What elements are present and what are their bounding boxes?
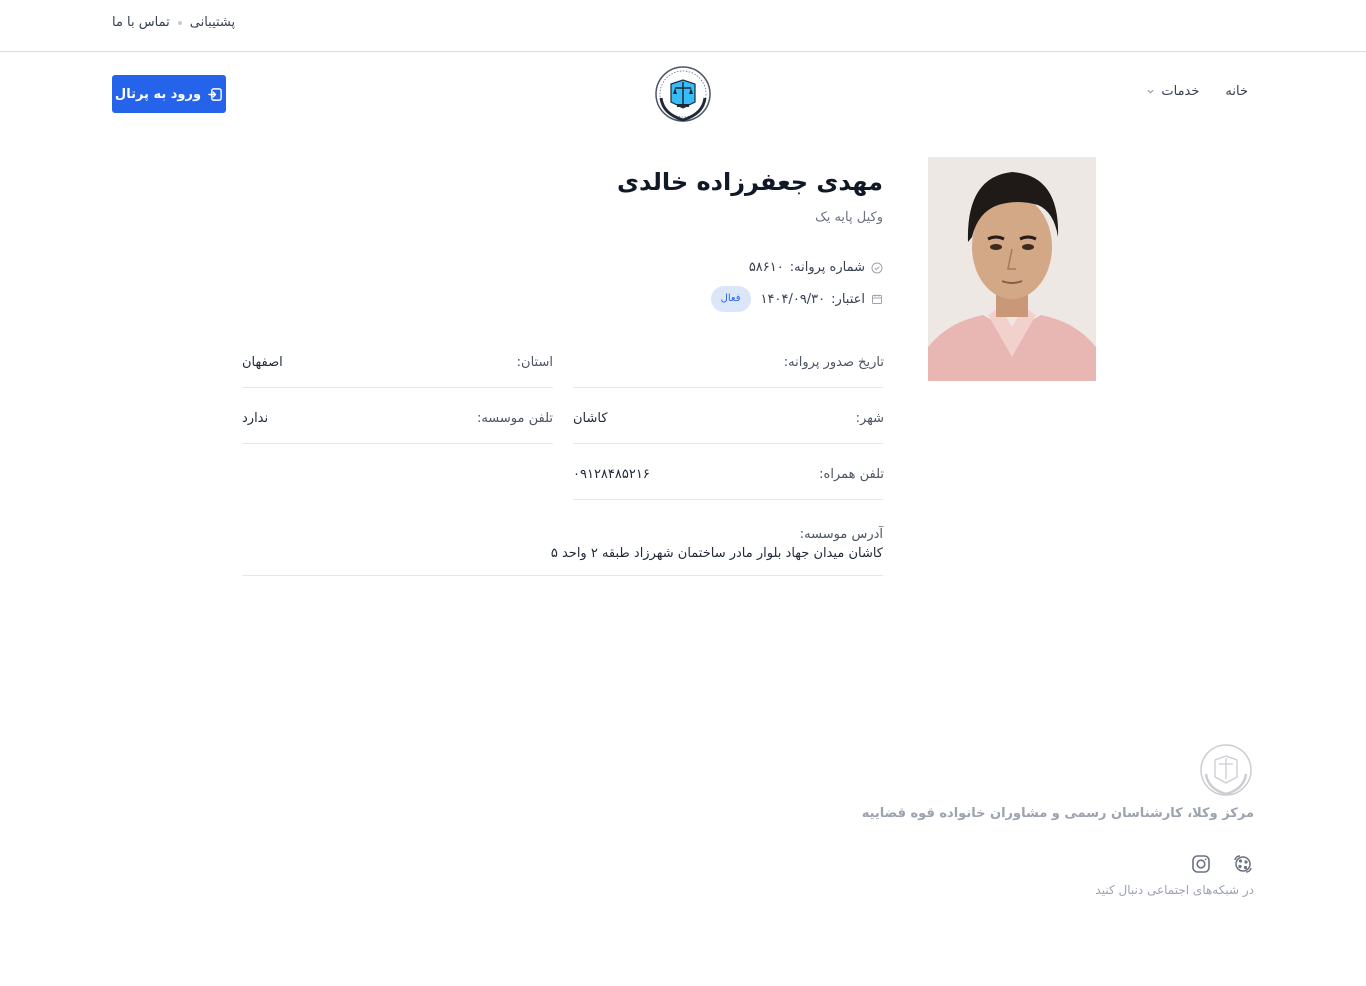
province-label: استان: [516,355,553,370]
license-number-row [749,260,883,275]
city-label: شهر: [855,411,884,426]
validity-label: اعتبار: [831,291,865,307]
portal-login-button[interactable] [112,75,226,113]
province-field [242,332,553,388]
province-value: اصفهان [242,355,283,370]
nav-services[interactable] [1146,84,1199,99]
judiciary-logo[interactable] [653,64,713,124]
status-badge: فعال [711,286,751,312]
contact-us-link[interactable]: تماس با ما [112,15,170,30]
check-circle-icon [871,262,883,274]
address-label: آدرس موسسه: [799,527,883,542]
lawyer-photo [928,157,1096,381]
license-label: شماره پروانه: [789,260,865,275]
mobile-field [573,444,884,500]
office-phone-field [242,388,553,444]
issue-date-label: تاریخ صدور پروانه: [783,355,884,370]
top-bar [0,0,1366,52]
chevron-down-icon [1146,87,1155,96]
city-value: کاشان [573,411,608,426]
follow-us-text: در شبکه‌های اجتماعی دنبال کنید [1095,883,1254,897]
main-nav [1146,84,1248,99]
lawyer-rank: وکیل پایه یک [815,210,883,225]
address-field [242,520,883,576]
mobile-label: تلفن همراه: [819,467,884,482]
nav-services-label: خدمات [1161,84,1200,99]
separator-dot [178,21,182,25]
office-phone-value: ندارد [242,411,269,426]
main-header [0,52,1366,136]
mobile-value[interactable]: ۰۹۱۲۸۴۸۵۲۱۶ [573,467,650,482]
validity-row [711,286,883,312]
nav-home-label: خانه [1225,84,1248,99]
footer-org-title: مرکز وکلا، کارشناسان رسمی و مشاوران خانواده قوه قضاییه [861,806,1254,821]
address-value: کاشان میدان جهاد بلوار مادر ساختمان شهرزاد طبقه ۲ واحد ۵ [550,546,883,561]
issue-date-field [573,332,884,388]
footer-logo [1198,742,1254,798]
instagram-icon[interactable] [1190,853,1212,875]
city-field [573,388,884,444]
aparat-icon[interactable] [1232,853,1254,875]
validity-value: ۱۴۰۴/۰۹/۳۰ [760,291,826,307]
social-links [1190,853,1254,875]
login-icon [208,87,223,102]
license-value: ۵۸۶۱۰ [748,260,784,275]
office-phone-label: تلفن موسسه: [476,411,553,426]
calendar-icon [871,293,883,305]
support-link[interactable]: پشتیبانی [189,15,236,30]
portal-login-label: ورود به پرتال [114,86,202,102]
lawyer-name: مهدی جعفرزاده خالدی [616,168,883,196]
top-links [112,15,235,30]
nav-home[interactable] [1225,84,1248,99]
